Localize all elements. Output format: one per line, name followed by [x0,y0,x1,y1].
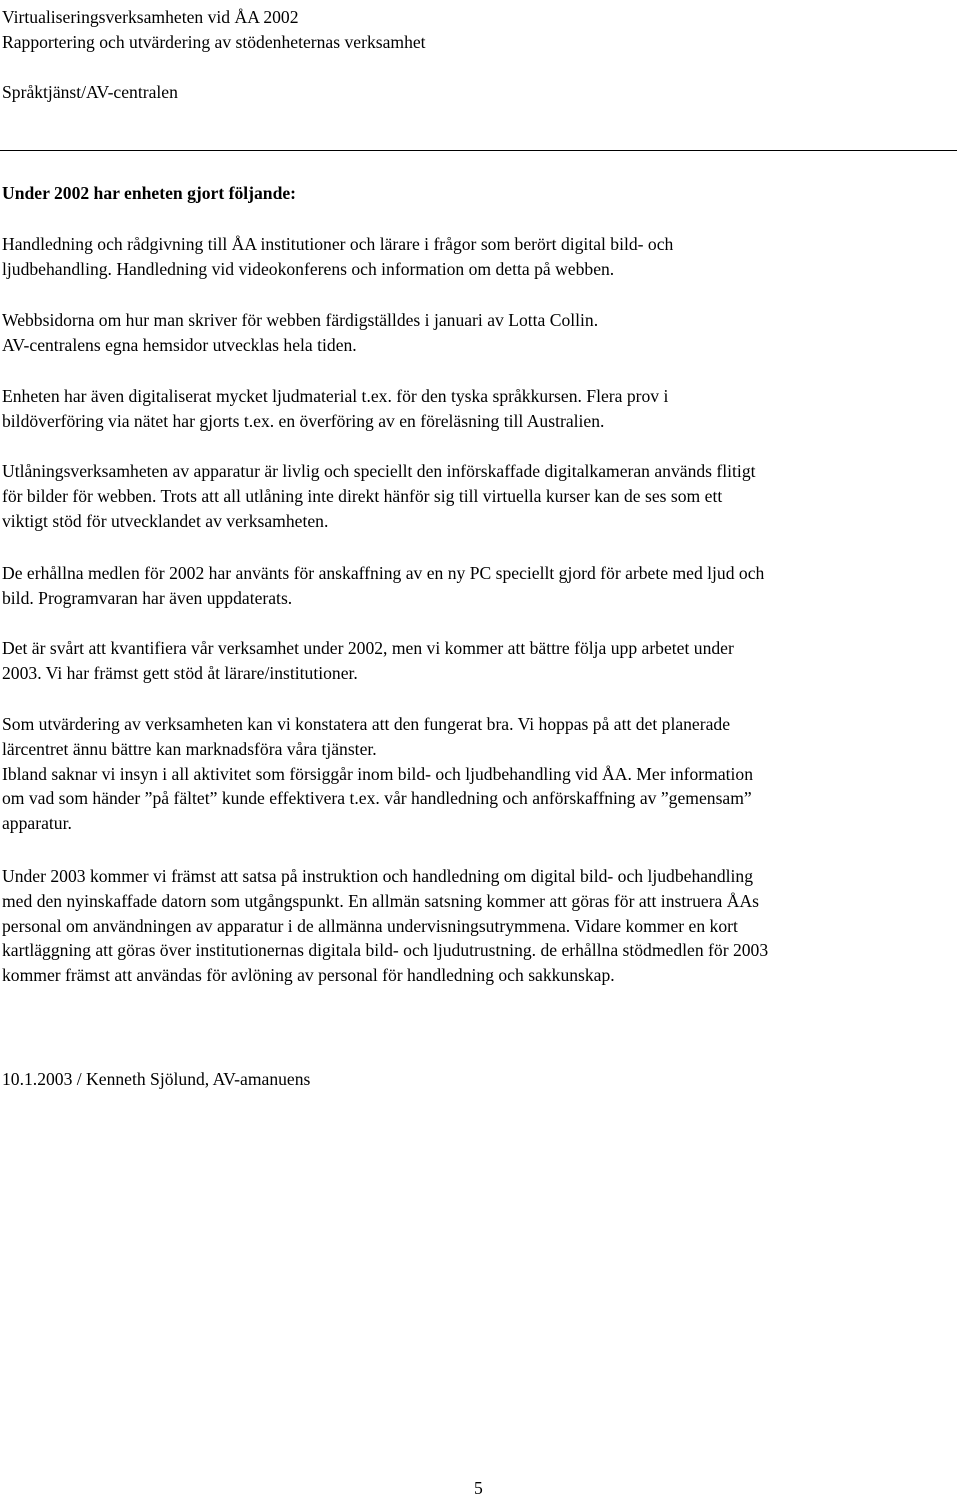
paragraph-line: apparatur. [2,813,72,834]
paragraph-quantification [2,636,957,686]
paragraph-funding [2,561,957,611]
paragraph-line: med den nyinskaffade datorn som utgångspunkt. En allmän satsning kommer att göras för att instruera ÅAs [2,890,760,911]
paragraph-line: Som utvärdering av verksamheten kan vi konstatera att den fungerat bra. Vi hoppas på att det planerade [2,714,731,734]
page-number: 5 [474,1478,483,1498]
paragraph-line: kommer främst att användas för avlöning av personal för handledning och sakkunskap. [2,965,615,986]
section-heading: Under 2002 har enheten gjort följande: [2,183,297,203]
signature-line: 10.1.2003 / Kenneth Sjölund, AV-amanuens [2,1069,311,1089]
paragraph-line: bild. Programvaran har även uppdaterats. [2,587,293,608]
horizontal-divider [0,150,957,151]
paragraph-plans-2003 [2,864,957,988]
paragraph-evaluation [2,712,957,836]
paragraph-line: Enheten har även digitaliserat mycket ljudmaterial t.ex. för den tyska språkkursen. Flera prov i [2,386,669,406]
paragraph-line: för bilder för webben. Trots att all utlåning inte direkt hänför sig till virtuella kurser kan de ses som ett [2,485,723,506]
header-subtitle: Rapportering och utvärdering av stödenheternas verksamhet [2,31,426,52]
paragraph-line: Ibland saknar vi insyn i all aktivitet som försiggår inom bild- och ljudbehandling vid ÅA. Mer information [2,763,754,784]
paragraph-line: Webbsidorna om hur man skriver för webben färdigställdes i januari av Lotta Collin. [2,310,599,330]
paragraph-line: AV-centralens egna hemsidor utvecklas hela tiden. [2,334,357,355]
paragraph-line: De erhållna medlen för 2002 har använts för anskaffning av en ny PC speciellt gjord för arbete med ljud och [2,563,765,583]
document-header [2,5,952,55]
unit-title: Språktjänst/AV-centralen [2,82,178,102]
paragraph-line: lärcentret ännu bättre kan marknadsföra våra tjänster. [2,738,377,759]
paragraph-line: ljudbehandling. Handledning vid videokonferens och information om detta på webben. [2,258,615,279]
paragraph-lending [2,459,957,533]
paragraph-line: Utlåningsverksamheten av apparatur är livlig och speciellt den införskaffade digitalkameran används flitigt [2,461,756,481]
paragraph-line: bildöverföring via nätet har gjorts t.ex. en överföring av en föreläsning till Australien. [2,410,605,431]
paragraph-line: 2003. Vi har främst gett stöd åt lärare/institutioner. [2,662,358,683]
paragraph-websites [2,308,957,358]
paragraph-guidance [2,232,957,282]
paragraph-line: Det är svårt att kvantifiera vår verksamhet under 2002, men vi kommer att bättre följa upp arbetet under [2,638,734,658]
paragraph-digitalisation [2,384,957,434]
paragraph-line: viktigt stöd för utvecklandet av verksamheten. [2,510,329,531]
paragraph-line: personal om användningen av apparatur i de allmänna undervisningsutrymmena. Vidare kommer en kort [2,915,738,936]
paragraph-line: Handledning och rådgivning till ÅA institutioner och lärare i frågor som berört digital bild- och [2,234,674,254]
paragraph-line: Under 2003 kommer vi främst att satsa på instruktion och handledning om digital bild- och ljudbehandling [2,866,754,886]
paragraph-line: kartläggning att göras över institutionernas digitala bild- och ljudutrustning. de erhållna stödmedlen för 2003 [2,940,769,961]
header-title: Virtualiseringsverksamheten vid ÅA 2002 [2,7,299,27]
paragraph-line: om vad som händer ”på fältet” kunde effektivera t.ex. vår handledning och anförskaffning av ”gemensam” [2,788,752,809]
